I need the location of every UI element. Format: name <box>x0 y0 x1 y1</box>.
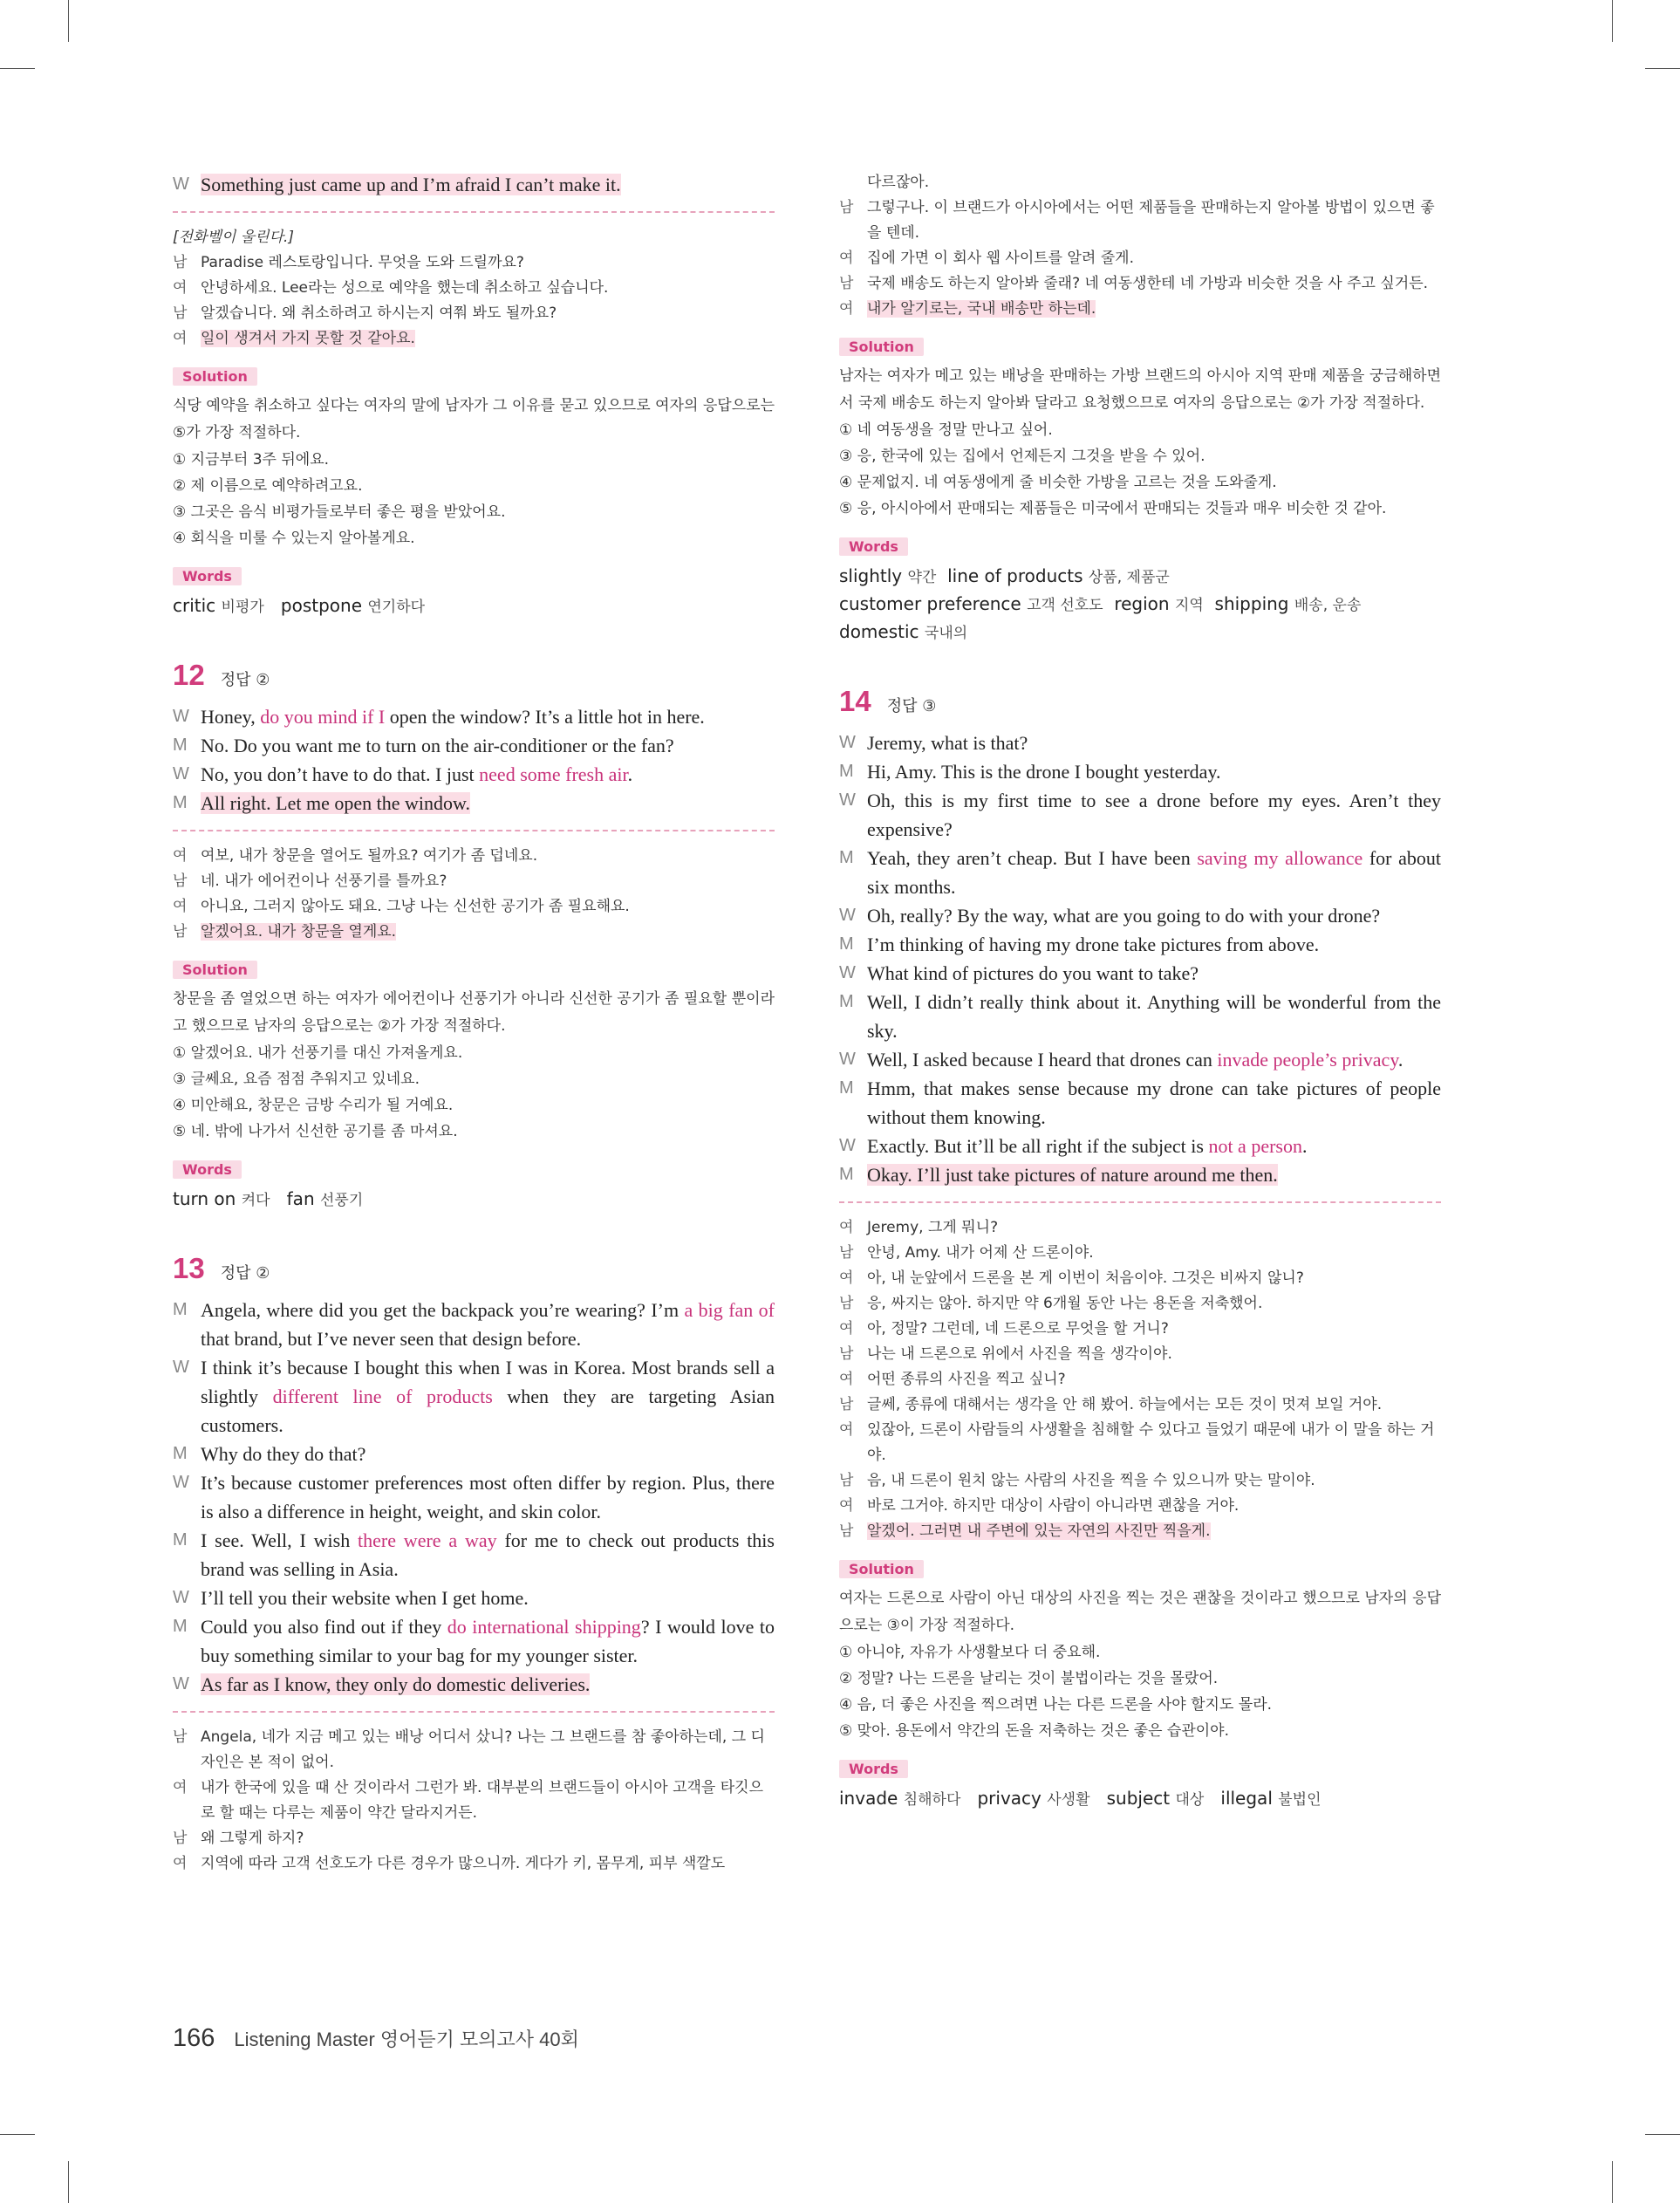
option-item: ① 알겠어요. 내가 선풍기를 대신 가져올게요. <box>173 1044 463 1062</box>
question-header <box>173 1252 775 1285</box>
dialogue-line: M Why do they do that? <box>173 1443 366 1465</box>
translation-line: 남 네. 내가 에어컨이나 선풍기를 틀까요? <box>173 872 447 890</box>
divider <box>173 211 775 213</box>
option-item: ① 아니야, 자유가 사생활보다 더 중요해. <box>839 1644 1101 1661</box>
dialogue-line: W It’s because customer preferences most often differ by region. Plus, there is also a difference in height, weight, and skin color. <box>173 1472 775 1522</box>
translation-line: 남 안녕, Amy. 내가 어제 산 드론이야. <box>839 1244 1094 1262</box>
option-item: ② 정말? 나는 드론을 날리는 것이 불법이라는 것을 몰랐어. <box>839 1670 1219 1687</box>
divider <box>173 830 775 831</box>
dialogue-line: W I’ll tell you their website when I get home. <box>173 1587 529 1609</box>
translation-line: 여 아니요, 그러지 않아도 돼요. 그냥 나는 신선한 공기가 좀 필요해요. <box>173 898 630 915</box>
translation-line: 남 글쎄, 종류에 대해서는 생각을 안 해 봤어. 하늘에서는 모든 것이 멋져 보일 거야. <box>839 1396 1383 1413</box>
translation-line: 다르잖아. <box>867 174 930 191</box>
page-number: 166 <box>173 2024 215 2052</box>
word-list: invade 침해하다 privacy 사생활 subject 대상 illegal 불법인 <box>839 1788 1321 1809</box>
translation-line: 남 나는 내 드론으로 위에서 사진을 찍을 생각이야. <box>839 1345 1172 1363</box>
translation-line: 여 어떤 종류의 사진을 찍고 싶니? <box>839 1371 1066 1388</box>
dialogue-line: W Well, I asked because I heard that drones can invade people’s privacy. <box>839 1049 1403 1071</box>
dialogue-line: W Jeremy, what is that? <box>839 732 1028 754</box>
book-title: Listening Master 영어듣기 모의고사 40회 <box>234 2029 579 2050</box>
dialogue-line: W I think it’s because I bought this when I was in Korea. Most brands sell a slightly different line of products when they are targeting Asian customers. <box>173 1357 775 1436</box>
crop-mark <box>1612 2161 1613 2203</box>
left-column <box>173 170 775 1877</box>
solution-tag: Solution <box>173 961 257 979</box>
crop-mark <box>68 2161 69 2203</box>
translation-line: 여 안녕하세요. Lee라는 성으로 예약을 했는데 취소하고 싶습니다. <box>173 279 609 297</box>
option-item: ③ 그곳은 음식 비평가들로부터 좋은 평을 받았어요. <box>173 503 506 521</box>
solution-text: 남자는 여자가 메고 있는 배낭을 판매하는 가방 브랜드의 아시아 지역 판매 제품을 궁금해하면서 국제 배송도 하는지 알아봐 달라고 요청했으므로 여자의 응답으로는 ②가 가장 적절하다. <box>839 367 1441 412</box>
question-number: 12 <box>173 659 205 691</box>
translation-line: 여 바로 그거야. 하지만 대상이 사람이 아니라면 괜찮을 거야. <box>839 1497 1240 1515</box>
answer-key: 정답 ② <box>220 671 270 689</box>
option-item: ④ 문제없지. 네 여동생에게 줄 비슷한 가방을 고르는 것을 도와줄게. <box>839 474 1277 491</box>
answer-sentence: Something just came up and I’m afraid I can’t make it. <box>201 174 621 195</box>
option-item: ① 네 여동생을 정말 만나고 싶어. <box>839 421 1053 439</box>
solution-text: 여자는 드론으로 사람이 아닌 대상의 사진을 찍는 것은 괜찮을 것이라고 했으므로 남자의 응답으로는 ③이 가장 적절하다. <box>839 1590 1441 1634</box>
dialogue-line: M I see. Well, I wish there were a way for me to check out products this brand was selling in Asia. <box>173 1529 775 1580</box>
dialogue-line: M All right. Let me open the window. <box>173 792 470 814</box>
translation-line: 여 내가 한국에 있을 때 산 것이라서 그런가 봐. 대부분의 브랜드들이 아시아 고객을 타깃으로 할 때는 다루는 제품이 약간 달라지거든. <box>173 1779 764 1822</box>
translation-line: 여 Jeremy, 그게 뭐니? <box>839 1219 999 1236</box>
stage-note: [전화벨이 울린다.] <box>173 229 295 246</box>
option-item: ③ 글쎄요, 요즘 점점 추워지고 있네요. <box>173 1071 420 1088</box>
solution-tag: Solution <box>839 338 924 356</box>
words-tag: Words <box>173 567 242 585</box>
translation-line: 여 아, 정말? 그런데, 네 드론으로 무엇을 할 거니? <box>839 1320 1169 1338</box>
dialogue-line: M Hmm, that makes sense because my drone can take pictures of people without them knowing. <box>839 1078 1441 1128</box>
words-tag: Words <box>839 537 908 556</box>
dialogue-line: W No, you don’t have to do that. I just need some fresh air. <box>173 763 633 785</box>
translation-line: 남 음, 내 드론이 원치 않는 사람의 사진을 찍을 수 있으니까 맞는 말이야. <box>839 1472 1315 1489</box>
right-column <box>839 170 1441 1813</box>
dialogue-line: M I’m thinking of having my drone take pictures from above. <box>839 934 1320 955</box>
dialogue-line: W As far as I know, they only do domestic deliveries. <box>173 1673 591 1695</box>
crop-mark <box>68 0 69 42</box>
translation-line: 남 Paradise 레스토랑입니다. 무엇을 도와 드릴까요? <box>173 254 524 271</box>
translation-line: 남 알겠어. 그러면 내 주변에 있는 자연의 사진만 찍을게. <box>839 1522 1211 1540</box>
option-item: ④ 음, 더 좋은 사진을 찍으려면 나는 다른 드론을 사야 할지도 몰라. <box>839 1696 1273 1714</box>
answer-key: 정답 ③ <box>886 697 937 715</box>
question-number: 14 <box>839 685 871 717</box>
option-item: ⑤ 응, 아시아에서 판매되는 제품들은 미국에서 판매되는 것들과 매우 비슷한 것 같아. <box>839 500 1387 517</box>
dialogue-line: M Hi, Amy. This is the drone I bought yesterday. <box>839 761 1221 783</box>
dialogue-line <box>173 170 775 199</box>
words-tag: Words <box>173 1160 242 1179</box>
divider <box>839 1201 1441 1203</box>
option-item: ⑤ 네. 밖에 나가서 신선한 공기를 좀 마셔요. <box>173 1123 458 1140</box>
dialogue-line: W Honey, do you mind if I open the window? It’s a little hot in here. <box>173 706 705 728</box>
dialogue-line: W What kind of pictures do you want to take? <box>839 962 1199 984</box>
crop-mark <box>1612 0 1613 42</box>
speaker-label: W <box>173 174 189 194</box>
page-footer <box>173 2024 579 2053</box>
divider <box>173 1711 775 1713</box>
words-tag: Words <box>839 1760 908 1778</box>
option-item: ⑤ 맞아. 용돈에서 약간의 돈을 저축하는 것은 좋은 습관이야. <box>839 1722 1229 1740</box>
word-list: slightly 약간 line of products 상품, 제품군 customer preference 고객 선호도 region 지역 shipping 배송, 운송 domestic 국내의 <box>839 565 1362 642</box>
translation-line: 남 Angela, 네가 지금 메고 있는 배낭 어디서 샀니? 나는 그 브랜드를 참 좋아하는데, 그 디자인은 본 적이 없어. <box>173 1728 765 1771</box>
option-item: ④ 미안해요, 창문은 금방 수리가 될 거예요. <box>173 1097 454 1114</box>
translation-line: 남 국제 배송도 하는지 알아봐 줄래? 네 여동생한테 네 가방과 비슷한 것을 사 주고 싶거든. <box>839 275 1429 292</box>
crop-mark <box>1645 68 1680 69</box>
dialogue-line: W Oh, this is my first time to see a drone before my eyes. Aren’t they expensive? <box>839 790 1441 840</box>
solution-text: 창문을 좀 열었으면 하는 여자가 에어컨이나 선풍기가 아니라 신선한 공기가 좀 필요할 뿐이라고 했으므로 남자의 응답으로는 ②가 가장 적절하다. <box>173 990 775 1035</box>
dialogue-line: M Okay. I’ll just take pictures of nature around me then. <box>839 1164 1278 1186</box>
question-header <box>173 659 775 692</box>
translation-line: 여 여보, 내가 창문을 열어도 될까요? 여기가 좀 덥네요. <box>173 847 538 865</box>
translation-line: 여 있잖아, 드론이 사람들의 사생활을 침해할 수 있다고 들었기 때문에 내가 이 말을 하는 거야. <box>839 1421 1435 1464</box>
dialogue-line: M No. Do you want me to turn on the air-conditioner or the fan? <box>173 735 674 756</box>
option-item: ② 제 이름으로 예약하려고요. <box>173 477 363 495</box>
solution-text: 식당 예약을 취소하고 싶다는 여자의 말에 남자가 그 이유를 묻고 있으므로 여자의 응답으로는 ⑤가 가장 적절하다. <box>173 397 775 441</box>
translation-line: 남 응, 싸지는 않아. 하지만 약 6개월 동안 나는 용돈을 저축했어. <box>839 1295 1263 1312</box>
question-number: 13 <box>173 1252 205 1284</box>
dialogue-line: M Yeah, they aren’t cheap. But I have been saving my allowance for about six months. <box>839 847 1441 898</box>
dialogue-line: W Oh, really? By the way, what are you going to do with your drone? <box>839 905 1381 927</box>
translation-line: 남 그렇구나. 이 브랜드가 아시아에서는 어떤 제품들을 판매하는지 알아볼 방법이 있으면 좋을 텐데. <box>839 199 1435 242</box>
option-item: ① 지금부터 3주 뒤에요. <box>173 451 330 469</box>
translation-line: 여 내가 알기로는, 국내 배송만 하는데. <box>839 300 1096 318</box>
answer-key: 정답 ② <box>220 1264 270 1283</box>
crop-mark <box>0 2134 35 2135</box>
crop-mark <box>1645 2134 1680 2135</box>
translation-line: 여 일이 생겨서 가지 못할 것 같아요. <box>173 330 415 347</box>
option-item: ③ 응, 한국에 있는 집에서 언제든지 그것을 받을 수 있어. <box>839 448 1205 465</box>
translation-line: 남 알겠어요. 내가 창문을 열게요. <box>173 923 397 941</box>
translation-line: 여 지역에 따라 고객 선호도가 다른 경우가 많으니까. 게다가 키, 몸무게, 피부 색깔도 <box>173 1855 726 1872</box>
dialogue-line: M Well, I didn’t really think about it. Anything will be wonderful from the sky. <box>839 991 1441 1042</box>
translation-line: 여 집에 가면 이 회사 웹 사이트를 알려 줄게. <box>839 250 1134 267</box>
word-list: critic 비평가 postpone 연기하다 <box>173 595 426 616</box>
translation-line: 남 알겠습니다. 왜 취소하려고 하시는지 여쭤 봐도 될까요? <box>173 304 557 322</box>
word-list: turn on 켜다 fan 선풍기 <box>173 1188 364 1209</box>
translation-line: 여 아, 내 눈앞에서 드론을 본 게 이번이 처음이야. 그것은 비싸지 않니? <box>839 1269 1304 1287</box>
translation-line: 남 왜 그렇게 하지? <box>173 1830 304 1847</box>
option-item: ④ 회식을 미룰 수 있는지 알아볼게요. <box>173 530 415 547</box>
crop-mark <box>0 68 35 69</box>
dialogue-line: M Could you also find out if they do international shipping? I would love to buy something similar to your bag for my younger sister. <box>173 1616 775 1666</box>
solution-tag: Solution <box>173 367 257 386</box>
dialogue-line: M Angela, where did you get the backpack you’re wearing? I’m a big fan of that brand, but I’ve never seen that design before. <box>173 1299 775 1350</box>
translation-block <box>173 250 775 352</box>
solution-tag: Solution <box>839 1560 924 1578</box>
dialogue-line: W Exactly. But it’ll be all right if the subject is not a person. <box>839 1135 1308 1157</box>
question-header <box>839 685 1441 718</box>
